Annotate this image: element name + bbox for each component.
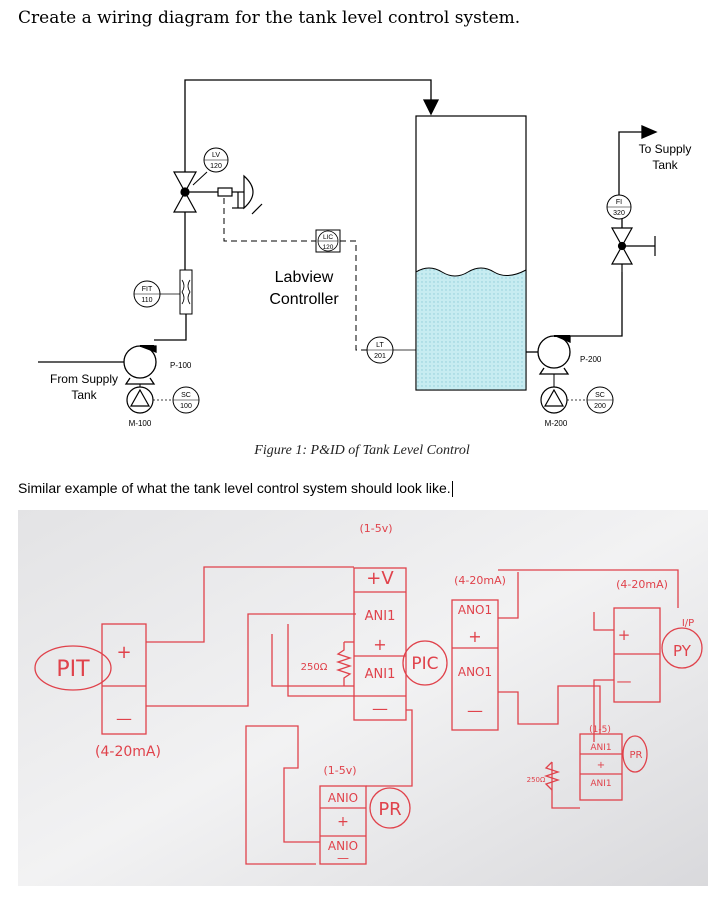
tag-lt201-num: 201 bbox=[374, 353, 386, 360]
tag-sc100 bbox=[173, 387, 199, 413]
wb-top-range: (1-5v) bbox=[359, 522, 393, 535]
wb-pit: PIT bbox=[56, 657, 90, 682]
tag-sc100-num: 100 bbox=[180, 403, 192, 410]
tag-fi320-func: FI bbox=[615, 199, 623, 206]
label-p100: P-100 bbox=[170, 361, 192, 370]
label-to-supply-1: To Supply bbox=[638, 142, 692, 156]
wb-right-resistor: 250Ω bbox=[526, 776, 546, 784]
page-heading: Create a wiring diagram for the tank level control system. bbox=[18, 8, 521, 28]
example-text-content: Similar example of what the tank level control system should look like. bbox=[18, 480, 451, 496]
wb-pit-range: (4-20mA) bbox=[95, 744, 161, 760]
tag-lic120-num: 120 bbox=[322, 244, 334, 251]
label-to-supply-2: Tank bbox=[652, 158, 678, 172]
tag-fit110-num: 110 bbox=[141, 297, 153, 304]
wb-right-ani-bottom: ANI1 bbox=[590, 779, 612, 789]
tag-sc200-num: 200 bbox=[594, 403, 606, 410]
controller-lic120 bbox=[316, 230, 340, 252]
transmitter-lt201 bbox=[367, 337, 416, 363]
wb-ani1-top: ANI1 bbox=[364, 609, 396, 624]
motor-m100 bbox=[127, 384, 173, 428]
label-labview: Labview bbox=[274, 269, 334, 286]
tag-sc200-func: SC bbox=[595, 392, 605, 399]
text-cursor bbox=[452, 481, 453, 497]
wb-anio-plus: + bbox=[337, 814, 349, 830]
label-m200: M-200 bbox=[544, 419, 568, 428]
wb-right-ani-plus: + bbox=[596, 760, 606, 771]
wb-py-plus: + bbox=[617, 626, 631, 644]
figure-caption: Figure 1: P&ID of Tank Level Control bbox=[254, 443, 470, 458]
tag-lv120-func: LV bbox=[211, 152, 221, 159]
tag-fi320-num: 320 bbox=[613, 210, 625, 217]
wb-right-range: (1-5) bbox=[589, 725, 611, 735]
wb-py: PY bbox=[673, 642, 691, 660]
control-valve-lv120 bbox=[174, 172, 262, 214]
wb-plus-v: +V bbox=[366, 568, 394, 589]
label-controller: Controller bbox=[269, 291, 339, 308]
label-m100: M-100 bbox=[128, 419, 152, 428]
whiteboard-photo bbox=[18, 510, 708, 886]
wb-pr: PR bbox=[378, 799, 402, 820]
hand-valve bbox=[612, 228, 655, 272]
tag-sc200 bbox=[587, 387, 613, 413]
wb-anio-top: ANIO bbox=[327, 791, 359, 805]
label-from-supply-2: Tank bbox=[71, 388, 97, 402]
wb-ani1-bottom: ANI1 bbox=[364, 667, 396, 682]
wb-anio-bottom: ANIO bbox=[327, 839, 359, 853]
wb-ani1-minus: — bbox=[372, 699, 388, 718]
wb-pic: PIC bbox=[411, 654, 439, 674]
tag-lv120 bbox=[193, 148, 228, 185]
wb-ano-top: ANO1 bbox=[457, 603, 493, 617]
wb-ano-bottom: ANO1 bbox=[457, 665, 493, 679]
tag-sc100-func: SC bbox=[181, 392, 191, 399]
wb-pit-plus: + bbox=[116, 642, 132, 663]
motor-m200 bbox=[541, 374, 587, 428]
wb-ano-minus: — bbox=[467, 701, 483, 720]
tag-lic120-func: LIC bbox=[322, 234, 334, 241]
pid-diagram bbox=[0, 60, 724, 470]
tank bbox=[416, 116, 526, 390]
wb-py-range: (4-20mA) bbox=[616, 578, 668, 591]
label-from-supply-1: From Supply bbox=[49, 372, 119, 386]
tag-fit110-func: FIT bbox=[141, 286, 153, 293]
wb-right-pr: PR bbox=[629, 750, 643, 761]
indicator-fi320 bbox=[607, 195, 631, 228]
tag-lt201-func: LT bbox=[376, 342, 384, 349]
wb-right-ani-top: ANI1 bbox=[590, 743, 612, 753]
flow-element-fit110 bbox=[134, 270, 192, 314]
wb-ani1-plus: + bbox=[373, 635, 387, 654]
label-p200: P-200 bbox=[580, 355, 602, 364]
wb-py-minus: — bbox=[616, 672, 632, 690]
wb-ano-plus: + bbox=[468, 627, 482, 646]
wb-ano-range: (4-20mA) bbox=[454, 574, 506, 587]
pump-p200 bbox=[538, 336, 570, 374]
wb-anio-minus: — bbox=[337, 851, 349, 865]
wb-pr-range: (1-5v) bbox=[323, 764, 357, 777]
wb-ip: I/P bbox=[681, 618, 695, 629]
example-text bbox=[18, 480, 453, 497]
outlet-pipe bbox=[619, 126, 656, 195]
tag-lv120-num: 120 bbox=[210, 163, 222, 170]
wb-pit-minus: — bbox=[116, 709, 132, 728]
wb-resistor: 250Ω bbox=[300, 662, 328, 673]
